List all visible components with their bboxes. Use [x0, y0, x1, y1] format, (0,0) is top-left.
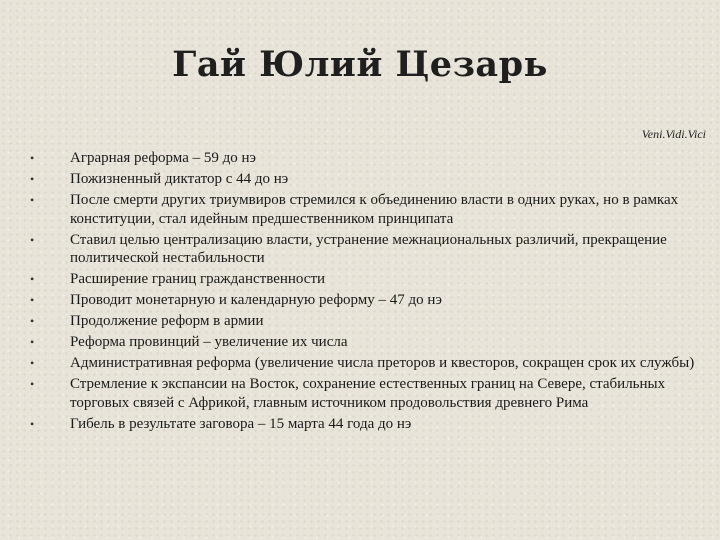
bullet-text: Ставил целью централизацию власти, устранение межнациональных различий, прекращение политической нестабильности	[70, 231, 667, 266]
bullet-dot-icon: •	[30, 314, 35, 328]
bullet-item	[26, 415, 706, 434]
bullet-text: Гибель в результате заговора – 15 марта 44 года до нэ	[70, 415, 412, 432]
bullet-dot-icon: •	[30, 172, 35, 186]
bullet-text: Аграрная реформа – 59 до нэ	[70, 150, 256, 166]
bullet-text: После смерти других триумвиров стремился к объединению власти в одних руках, но в рамках конституции, стал идейным предшественником принципата	[70, 192, 679, 227]
bullet-dot-icon: •	[30, 335, 35, 349]
bullet-dot-icon: •	[30, 293, 35, 307]
bullet-item	[26, 354, 706, 373]
bullet-text: Пожизненный диктатор с 44 до нэ	[70, 171, 289, 187]
bullet-text: Расширение границ гражданственности	[70, 271, 326, 287]
bullet-dot-icon: •	[30, 377, 35, 391]
bullet-dot-icon: •	[30, 151, 35, 165]
bullet-item	[26, 191, 706, 228]
bullet-item	[26, 170, 706, 189]
bullet-item	[26, 333, 706, 352]
bullet-dot-icon: •	[30, 193, 35, 207]
bullet-text: Реформа провинций – увеличение их числа	[70, 334, 348, 350]
bullet-text: Административная реформа (увеличение числа преторов и квесторов, сокращен срок их службы)	[70, 355, 695, 371]
slide-title: Гай Юлий Цезарь	[172, 44, 548, 85]
bullet-dot-icon: •	[30, 356, 35, 370]
bullet-item	[26, 375, 706, 412]
motto-text: Veni.Vidi.Vici	[641, 127, 706, 141]
bullet-dot-icon: •	[30, 416, 35, 431]
bullet-list	[26, 149, 706, 436]
bullet-dot-icon: •	[30, 272, 35, 286]
bullet-item	[26, 231, 706, 268]
bullet-item	[26, 270, 706, 289]
bullet-item	[26, 291, 706, 310]
bullet-text: Стремление к экспансии на Восток, сохранение естественных границ на Севере, стабильных торговых связей с Африкой, главным источником продовольствия древнего Рима	[70, 376, 666, 411]
bullet-dot-icon: •	[30, 232, 35, 247]
bullet-item	[26, 149, 706, 168]
bullet-text: Проводит монетарную и календарную реформу – 47 до нэ	[70, 292, 442, 308]
bullet-text: Продолжение реформ в армии	[70, 313, 264, 329]
bullet-item	[26, 312, 706, 331]
